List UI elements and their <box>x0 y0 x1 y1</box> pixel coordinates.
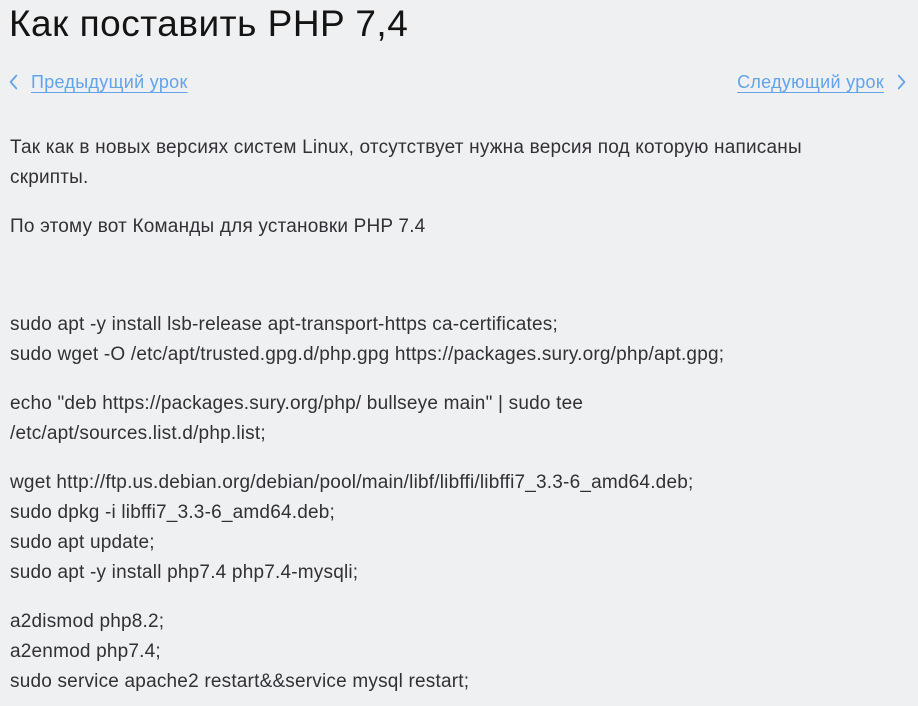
command-block <box>9 310 906 370</box>
text-line: sudo apt -y install php7.4 php7.4-mysqli; <box>10 562 359 583</box>
text-line: скрипты. <box>10 167 89 188</box>
lesson-nav <box>9 70 906 94</box>
command-block <box>9 607 906 697</box>
text-line: sudo dpkg -i libffi7_3.3-6_amd64.deb; <box>10 502 335 523</box>
article-body <box>9 133 906 697</box>
text-line: /etc/apt/sources.list.d/php.list; <box>10 423 266 444</box>
paragraph <box>9 212 906 242</box>
chevron-left-icon <box>9 74 18 90</box>
chevron-right-icon <box>897 74 906 90</box>
text-line <box>10 261 906 291</box>
text-line: a2dismod php8.2; <box>10 611 165 632</box>
spacer-paragraph <box>9 261 906 291</box>
text-line: sudo apt -y install lsb-release apt-transport-https ca-certificates; <box>10 314 558 335</box>
text-line: Так как в новых версиях систем Linux, отсутствует нужна версия под которую написаны <box>10 137 802 158</box>
text-line: sudo service apache2 restart&&service mysql restart; <box>10 671 470 692</box>
text-line: По этому вот Команды для установки PHP 7.4 <box>10 216 426 237</box>
paragraph <box>9 133 906 193</box>
command-block <box>9 389 906 449</box>
prev-lesson-label: Предыдущий урок <box>31 71 188 92</box>
text-line: echo "deb https://packages.sury.org/php/ bullseye main" | sudo tee <box>10 393 584 414</box>
text-line: sudo wget -O /etc/apt/trusted.gpg.d/php.gpg https://packages.sury.org/php/apt.gpg; <box>10 344 725 365</box>
next-lesson-label: Следующий урок <box>737 71 884 92</box>
next-lesson-link[interactable] <box>737 72 906 93</box>
command-block <box>9 468 906 588</box>
text-line: a2enmod php7.4; <box>10 641 161 662</box>
text-line: sudo apt update; <box>10 532 155 553</box>
page-title: Как поставить PHP 7,4 <box>9 3 409 44</box>
text-line: wget http://ftp.us.debian.org/debian/pool/main/libf/libffi/libffi7_3.3-6_amd64.deb; <box>10 472 694 493</box>
prev-lesson-link[interactable] <box>9 72 188 93</box>
